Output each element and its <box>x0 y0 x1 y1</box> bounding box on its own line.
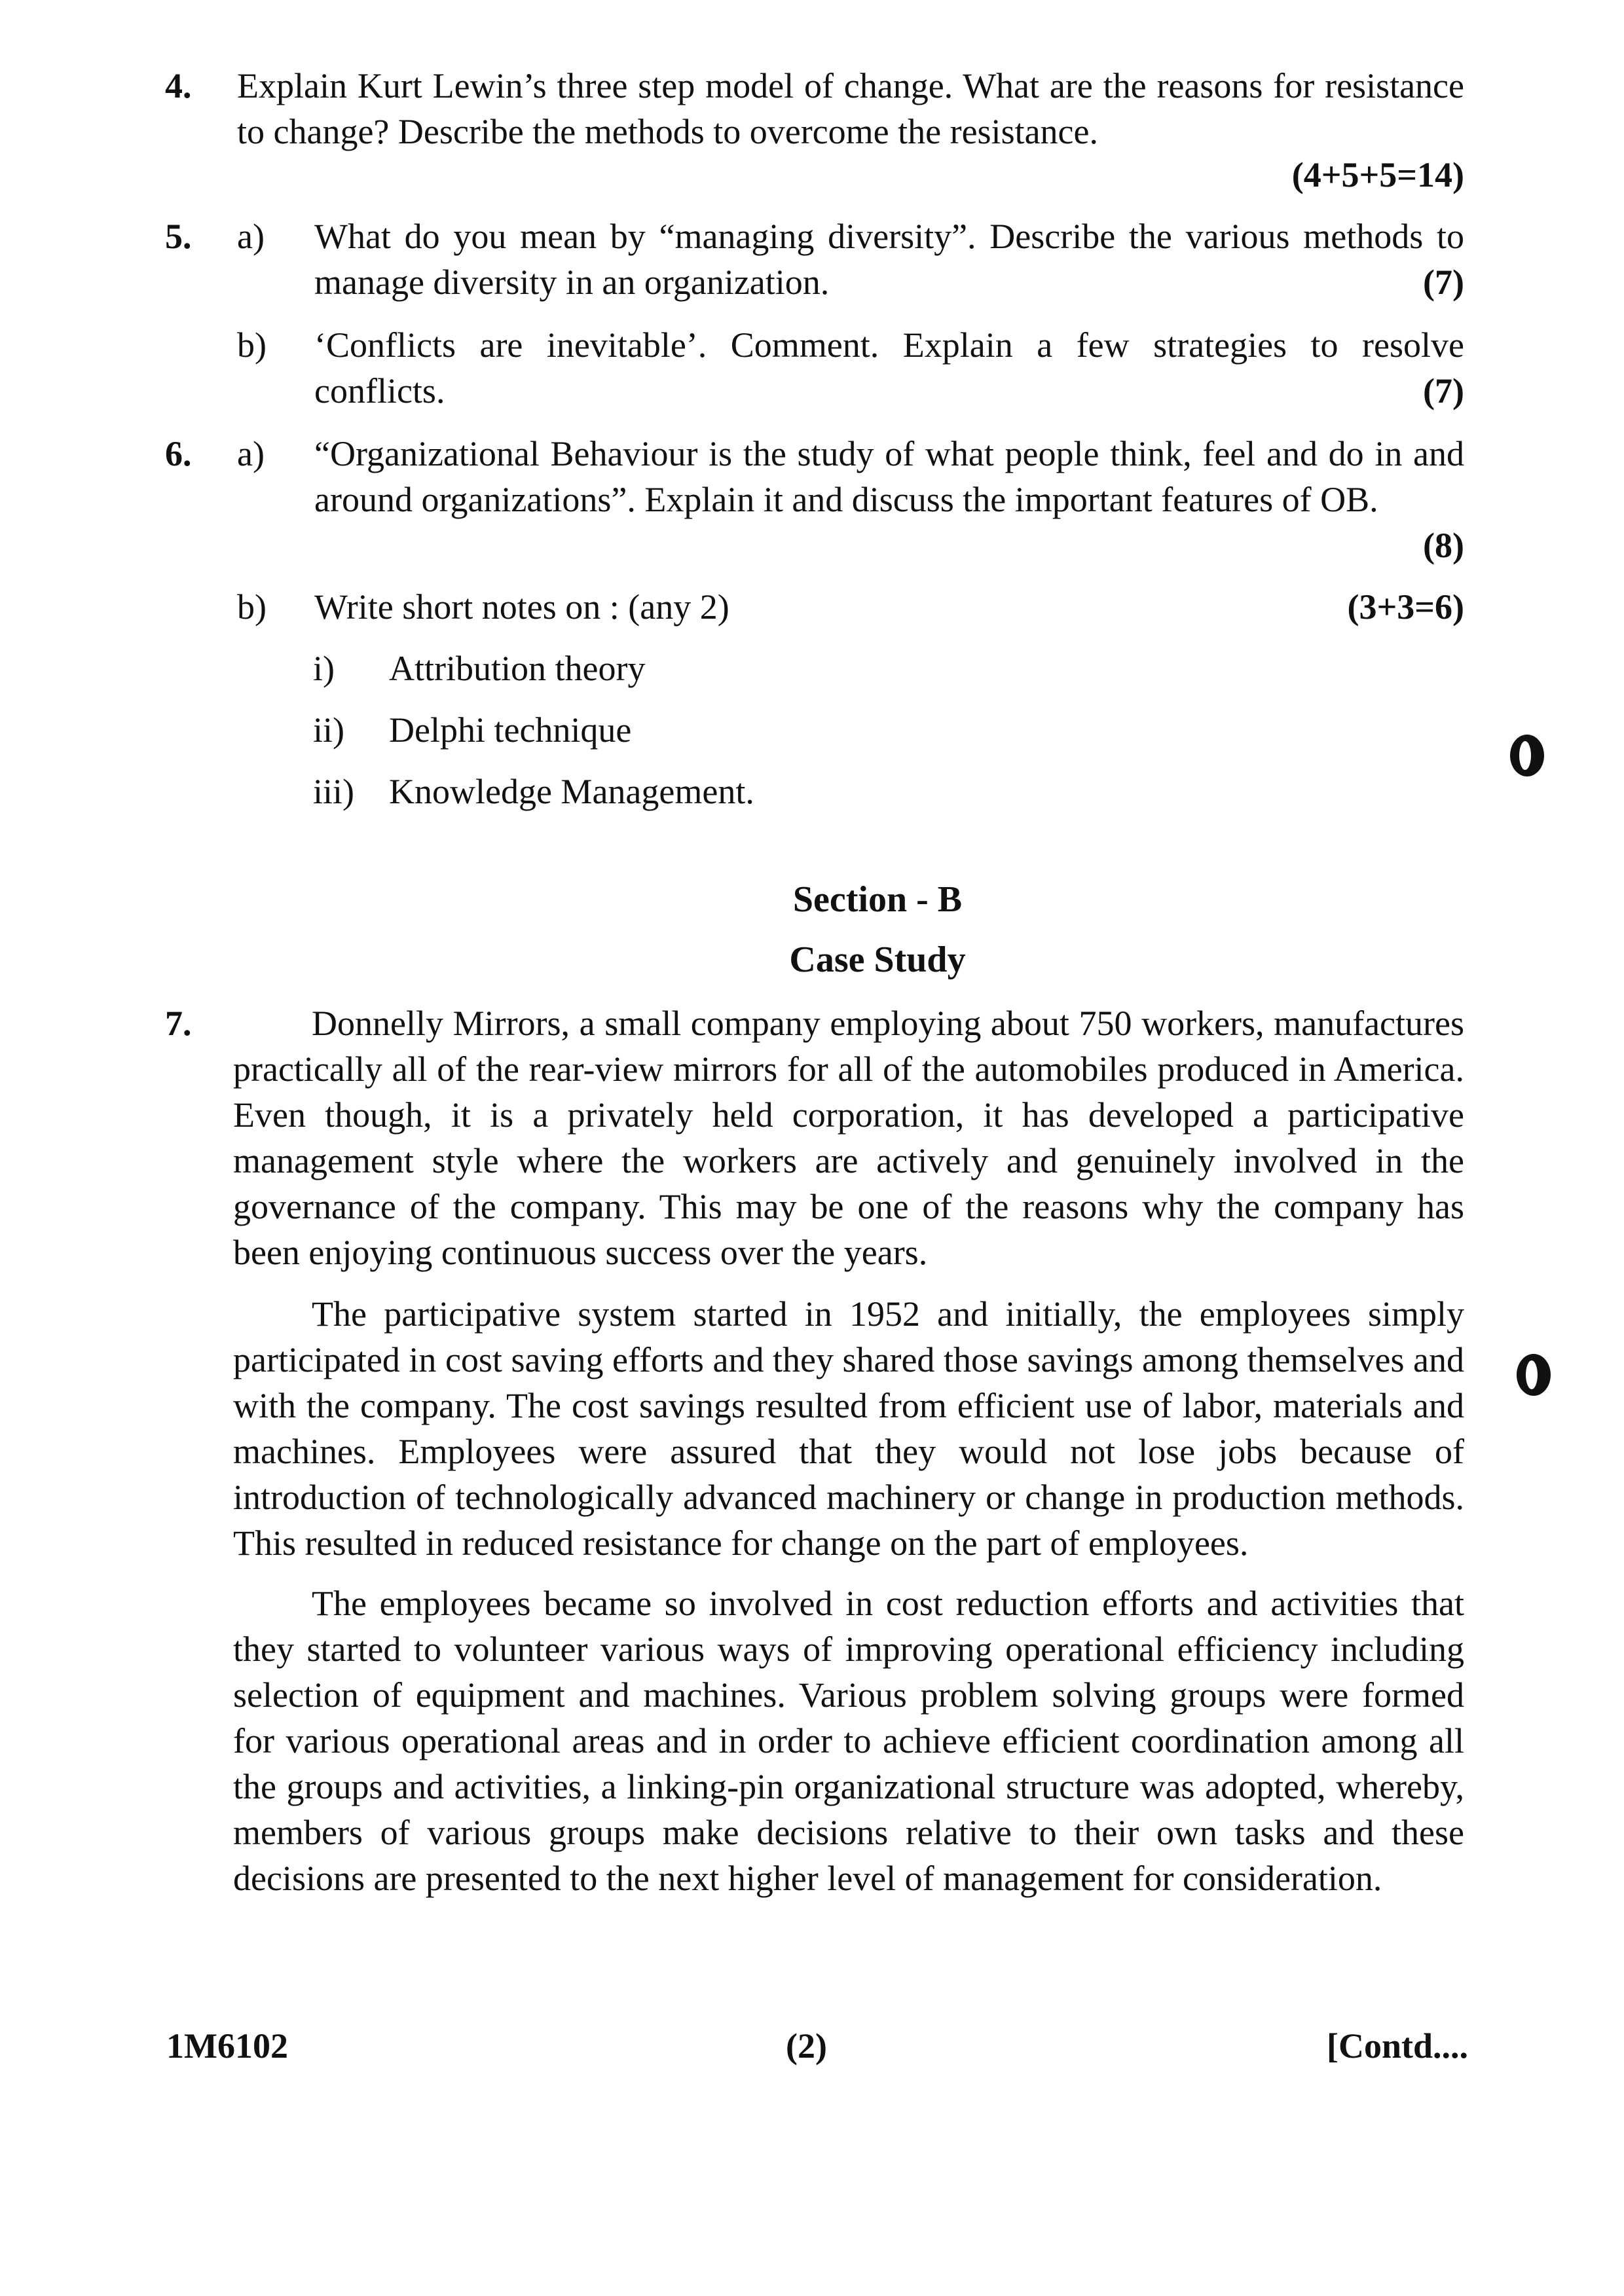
punch-hole-icon <box>1510 735 1544 776</box>
question-5b-text: ‘Conflicts are inevitable’. Comment. Explain a few strategies to resolve conflicts. <box>314 325 1464 410</box>
short-note-text: Delphi technique <box>389 710 632 750</box>
question-5a-marks: (7) <box>1423 263 1464 302</box>
section-subtitle: Case Study <box>789 939 966 980</box>
short-note-number: i) <box>313 649 335 688</box>
question-6b-label: b) <box>237 587 267 627</box>
question-5b-label: b) <box>237 325 267 365</box>
question-4-text: Explain Kurt Lewin’s three step model of change. What are the reasons for resistance to change? Describe the methods to overcome the resistance. <box>237 66 1464 151</box>
paper-code: 1M6102 <box>166 2026 288 2066</box>
question-6a-label: a) <box>237 434 265 473</box>
page-number: (2) <box>786 2026 827 2066</box>
question-6a-text: “Organizational Behaviour is the study of what people think, feel and do in and around organizations”. Explain it and discuss the important features of OB. <box>314 434 1464 519</box>
question-5a-text: What do you mean by “managing diversity”. Describe the various methods to manage diversity in an organization. <box>314 217 1464 302</box>
short-note-item <box>313 707 631 753</box>
question-6a-marks: (8) <box>1423 526 1464 565</box>
short-note-item <box>313 646 645 691</box>
question-7-number: 7. <box>165 1004 192 1043</box>
question-6-number: 6. <box>165 434 192 473</box>
question-4-number: 4. <box>165 66 192 105</box>
case-paragraph-1: Donnelly Mirrors, a small company employing about 750 workers, manufactures practically all of the rear-view mirrors for all of the automobiles produced in America. Even though, it is a privately held corporation, it has developed a participative management style where the workers are actively and genuinely involved in the governance of the company. This may be one of the reasons why the company has been enjoying continuous success over the years. <box>233 1004 1464 1272</box>
case-paragraph-3: The employees became so involved in cost reduction efforts and activities that they started to volunteer various ways of improving operational efficiency including selection of equipment and machines. Various problem solving groups were formed for various operational areas and in order to achieve efficient coordination among all the groups and activities, a linking-pin organizational structure was adopted, whereby, members of various groups make decisions relative to their own tasks and these decisions are presented to the next higher level of management for consideration. <box>233 1584 1464 1898</box>
case-paragraph-2: The participative system started in 1952 and initially, the employees simply participated in cost saving efforts and they shared those savings among themselves and with the company. The cost savings resulted from efficient use of labor, materials and machines. Employees were assured that they would not lose jobs because of introduction of technologically advanced machinery or change in production methods. This resulted in reduced resistance for change on the part of employees. <box>233 1294 1464 1563</box>
short-note-number: iii) <box>313 772 354 811</box>
short-note-item <box>313 769 754 814</box>
section-title: Section - B <box>792 879 963 920</box>
short-note-number: ii) <box>313 710 344 750</box>
question-6b-marks: (3+3=6) <box>1347 587 1464 627</box>
continued-marker: [Contd.... <box>1327 2026 1469 2066</box>
question-5-number: 5. <box>165 217 192 256</box>
question-6b-text: Write short notes on : (any 2) <box>314 587 729 627</box>
short-note-text: Knowledge Management. <box>389 772 754 811</box>
question-4-marks: (4+5+5=14) <box>1291 155 1464 194</box>
short-note-text: Attribution theory <box>389 649 646 688</box>
punch-hole-icon <box>1517 1354 1551 1396</box>
question-5a-label: a) <box>237 217 265 256</box>
question-5b-marks: (7) <box>1423 371 1464 410</box>
